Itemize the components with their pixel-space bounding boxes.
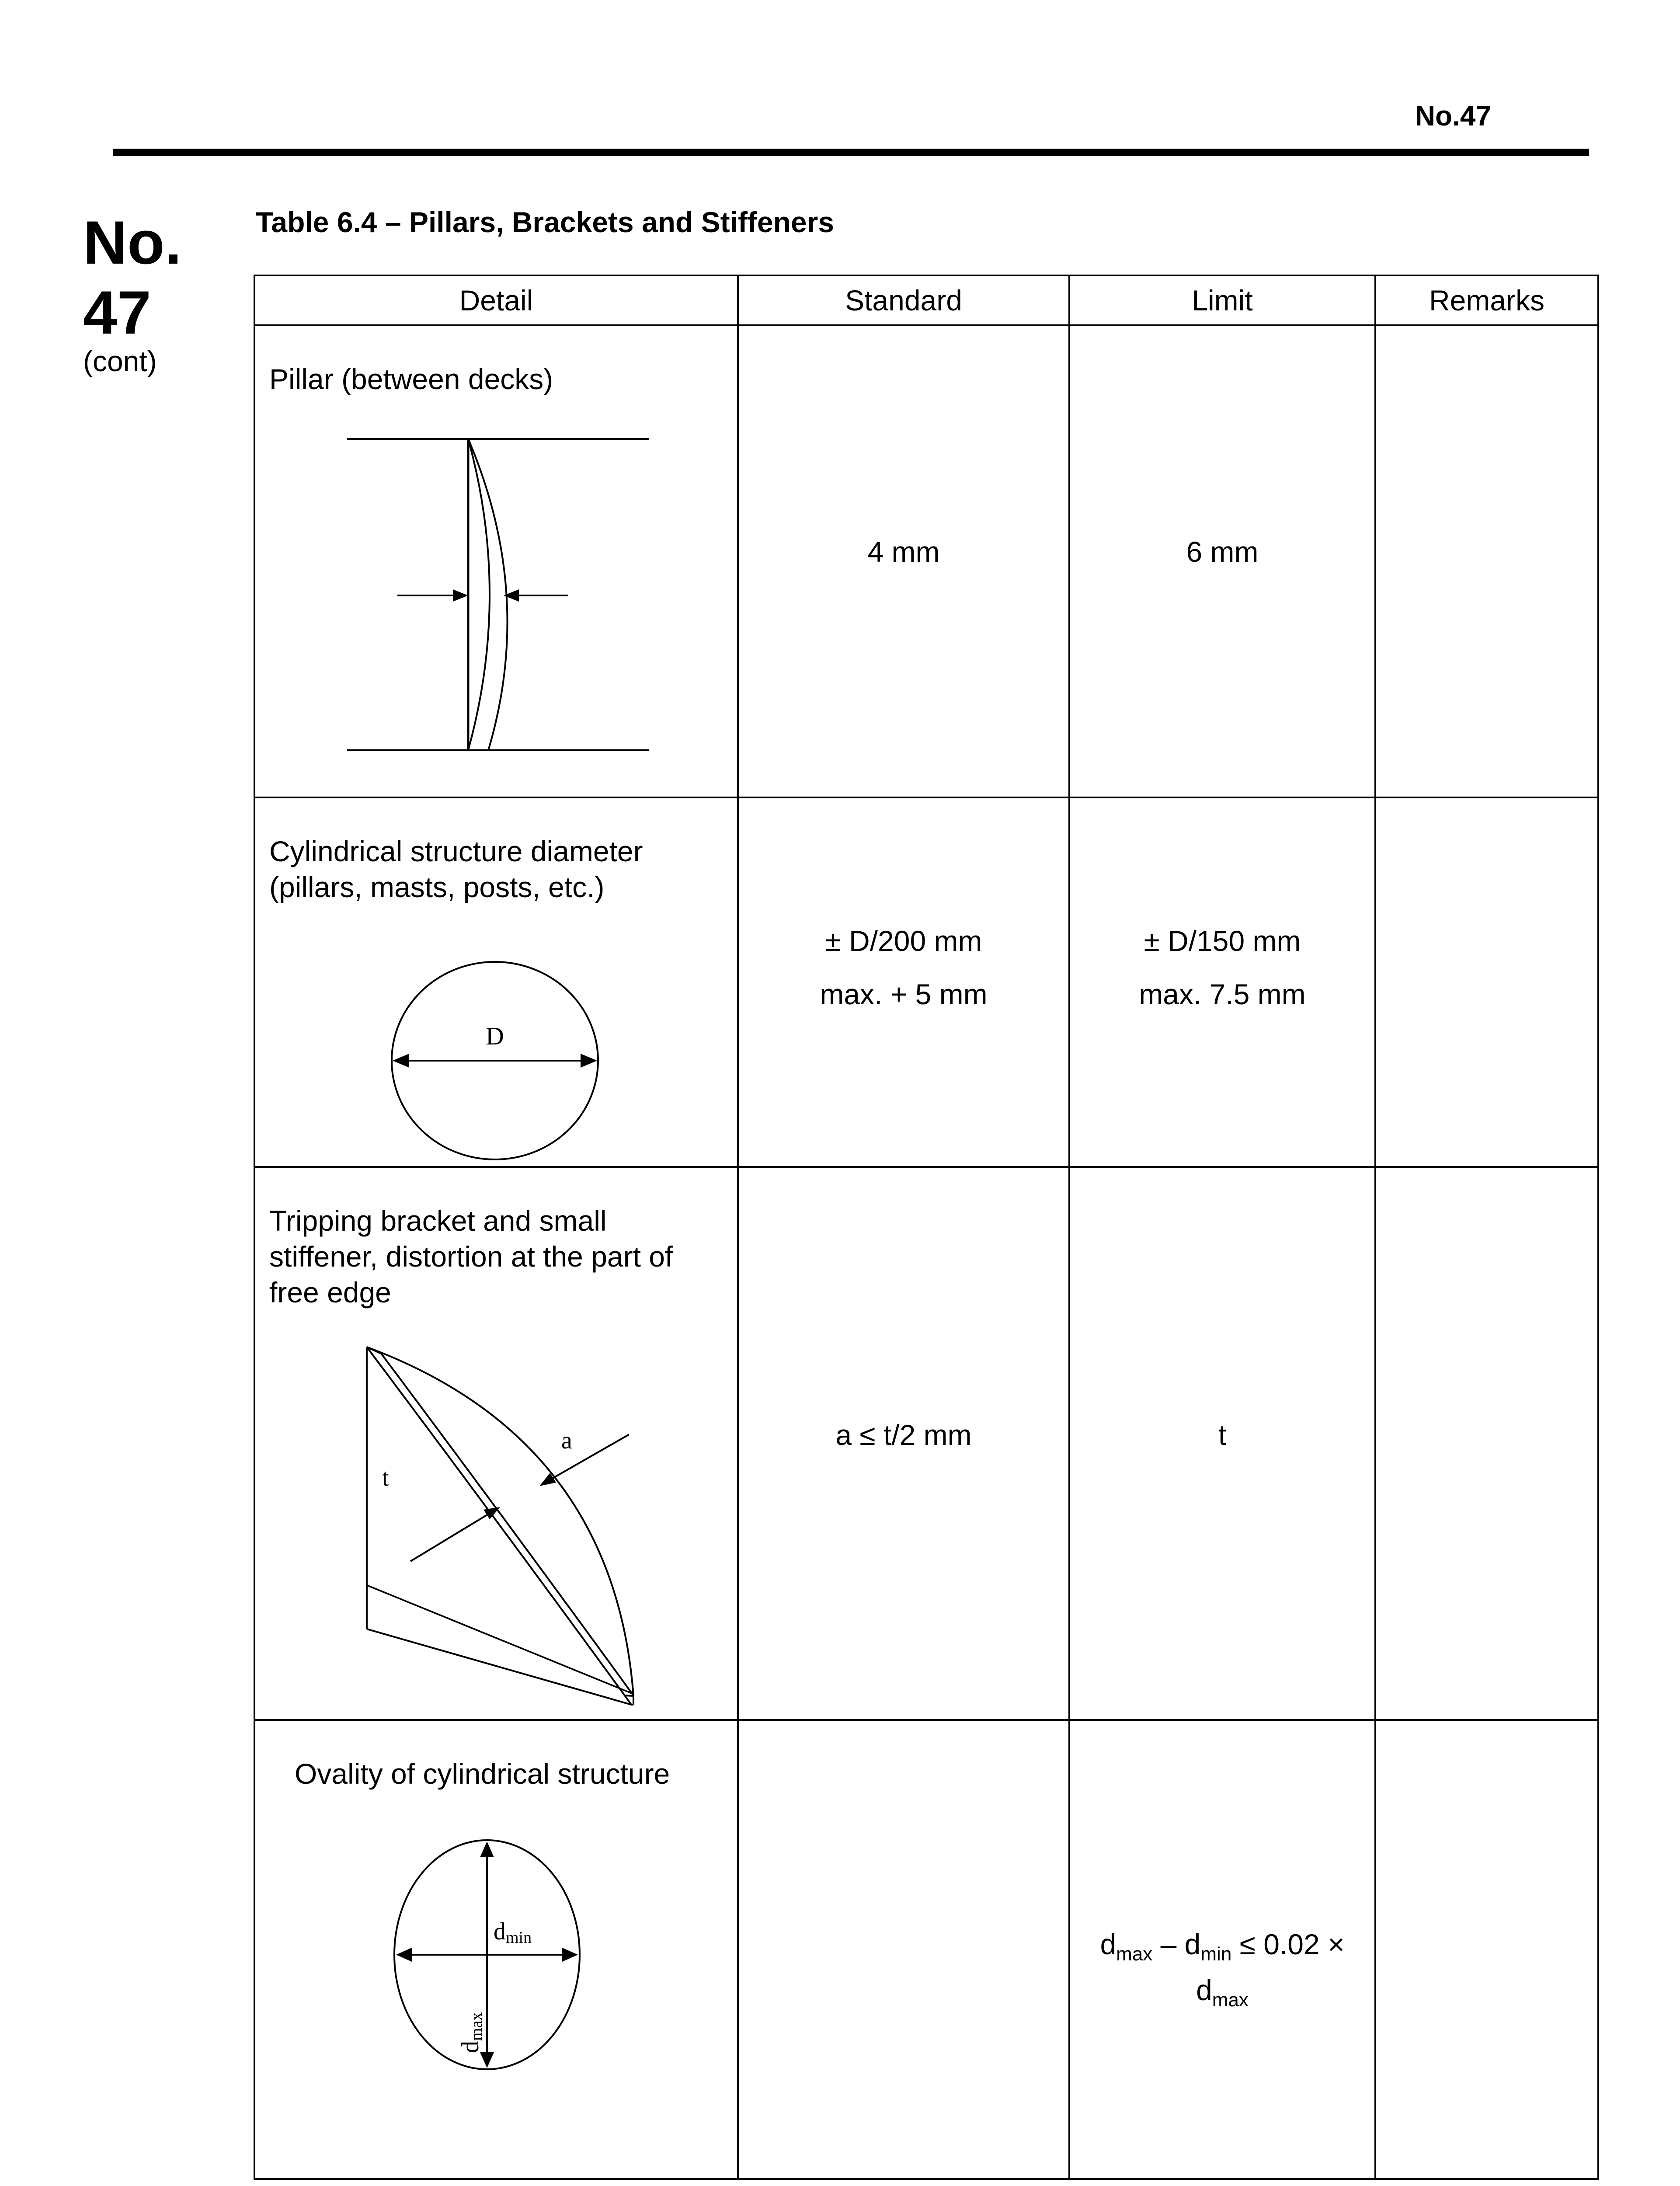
- limit-cell: [1069, 1720, 1375, 2179]
- limit-cell: [1069, 797, 1375, 1167]
- limit-value: t: [1218, 1419, 1227, 1451]
- column-header-detail: Detail: [254, 275, 738, 325]
- remarks-cell: [1375, 325, 1598, 797]
- standard-cell: [738, 325, 1069, 797]
- tolerance-table: [254, 275, 1599, 2180]
- detail-cell: [254, 1720, 738, 2179]
- table-row: [254, 325, 1598, 797]
- detail-line: Tripping bracket and small: [269, 1204, 607, 1237]
- bracket-diagram: [255, 1168, 736, 1719]
- detail-line: stiffener, distortion at the part of: [269, 1240, 673, 1273]
- column-header-limit: Limit: [1069, 275, 1375, 325]
- standard-cell: [738, 797, 1069, 1167]
- detail-text: Ovality of cylindrical structure: [295, 1758, 670, 1790]
- pillar-diagram: [255, 326, 736, 794]
- column-header-remarks: Remarks: [1375, 275, 1598, 325]
- standard-value: 4 mm: [867, 536, 940, 568]
- detail-line: free edge: [269, 1276, 391, 1309]
- header-rule: [113, 149, 1589, 156]
- limit-value: 6 mm: [1186, 536, 1259, 568]
- remarks-cell: [1375, 1720, 1598, 2179]
- column-header-standard: Standard: [738, 275, 1069, 325]
- limit-cell: [1069, 1167, 1375, 1720]
- detail-line: Cylindrical structure diameter: [269, 835, 643, 867]
- detail-cell: [254, 797, 738, 1167]
- limit-value: ± D/150 mm: [1144, 925, 1301, 957]
- table-row: [254, 1720, 1598, 2179]
- standard-value: max. + 5 mm: [820, 978, 988, 1010]
- limit-value: max. 7.5 mm: [1139, 978, 1306, 1010]
- remarks-cell: [1375, 797, 1598, 1167]
- label-a: a: [561, 1427, 572, 1454]
- table-row: [254, 1167, 1598, 1720]
- side-label-number: 47: [83, 278, 151, 347]
- label-t: t: [382, 1464, 389, 1491]
- limit-cell: [1069, 325, 1375, 797]
- limit-formula: $d_{max} - d_{min} \le 0.02$ × $d_{max}$: [1100, 1928, 1345, 2011]
- header-doc-number: No.47: [1415, 100, 1491, 132]
- detail-line: (pillars, masts, posts, etc.): [269, 871, 605, 903]
- detail-cell: [254, 1167, 738, 1720]
- side-label-no: No.: [83, 208, 182, 277]
- standard-cell: [738, 1167, 1069, 1720]
- detail-text: Pillar (between decks): [269, 363, 553, 395]
- standard-cell: [738, 1720, 1069, 2179]
- standard-value: a ≤ t/2 mm: [835, 1419, 972, 1451]
- side-label-cont: (cont): [83, 345, 157, 377]
- detail-cell: [254, 325, 738, 797]
- remarks-cell: [1375, 1167, 1598, 1720]
- table-row: [254, 797, 1598, 1167]
- table-title: Table 6.4 – Pillars, Brackets and Stiffeners: [256, 206, 835, 238]
- standard-value: ± D/200 mm: [825, 925, 982, 957]
- table-header-row: [254, 275, 1598, 325]
- diameter-label: D: [486, 1022, 504, 1050]
- label-dmax: dmax: [457, 2012, 486, 2053]
- diameter-diagram: [255, 798, 736, 1166]
- label-dmin: dmin: [494, 1918, 532, 1947]
- ovality-diagram: [255, 1721, 736, 2178]
